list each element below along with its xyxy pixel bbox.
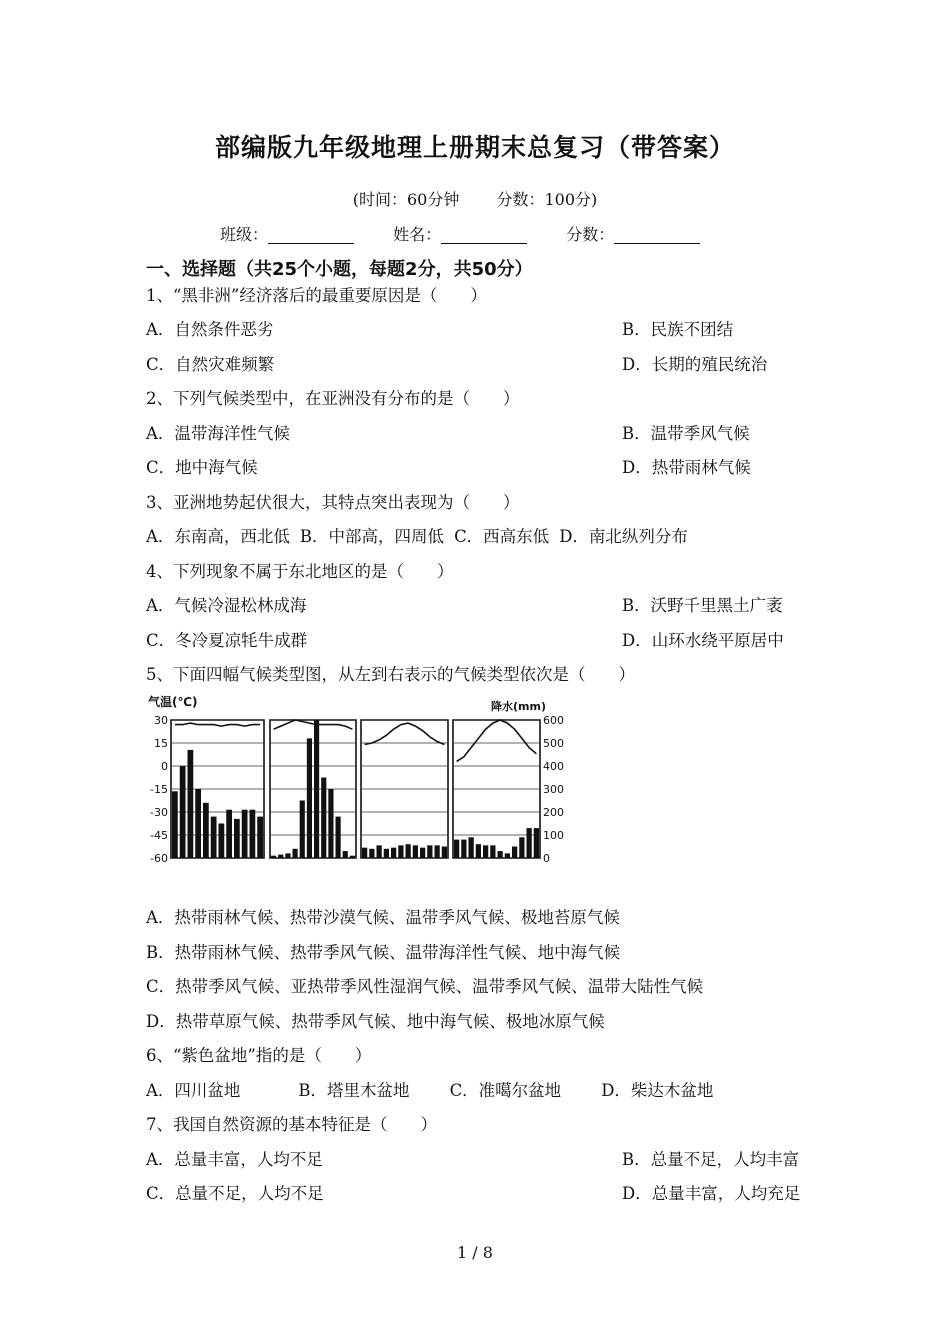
precipitation-bar xyxy=(234,819,240,858)
precipitation-tick-label: 0 xyxy=(543,852,550,865)
precipitation-bar xyxy=(271,856,276,858)
question-4-row1 xyxy=(146,592,783,616)
precipitation-bar xyxy=(420,848,425,858)
q4-option-a[interactable]: A．气候冷湿松林成海 xyxy=(146,596,307,615)
precipitation-bar xyxy=(369,849,374,858)
question-2-row2 xyxy=(146,454,751,478)
question-5-stem: 5、下面四幅气候类型图，从左到右表示的气候类型依次是（ ） xyxy=(146,665,635,684)
q5-option-a[interactable]: A．热带雨林气候、热带沙漠气候、温带季风气候、极地苔原气候 xyxy=(146,908,620,927)
precipitation-bar xyxy=(350,856,355,858)
climate-charts xyxy=(146,690,564,870)
q2-option-b[interactable]: B．温带季风气候 xyxy=(622,424,750,443)
precipitation-bar xyxy=(211,817,217,858)
q7-option-c[interactable]: C．总量不足，人均不足 xyxy=(146,1184,324,1203)
q4-option-c[interactable]: C．冬冷夏凉牦牛成群 xyxy=(146,631,308,650)
precipitation-bar xyxy=(391,848,396,858)
precipitation-bar xyxy=(180,766,186,858)
student-fields xyxy=(220,222,734,245)
q7-option-b[interactable]: B．总量不足，人均丰富 xyxy=(622,1150,800,1169)
total-score: 分数：100分) xyxy=(496,190,598,209)
precipitation-bar xyxy=(435,845,440,858)
name-blank[interactable] xyxy=(441,227,527,244)
temperature-tick-label: 15 xyxy=(154,737,168,750)
precipitation-bar xyxy=(483,845,488,858)
precipitation-bar xyxy=(226,810,232,858)
page-number: 1 / 8 xyxy=(457,1243,493,1262)
score-field[interactable] xyxy=(566,222,700,245)
name-label: 姓名： xyxy=(393,225,442,244)
temperature-axis-label: 气温(℃) xyxy=(148,695,198,709)
precipitation-bar xyxy=(203,803,209,858)
q7-option-a[interactable]: A．总量丰富，人均不足 xyxy=(146,1150,323,1169)
class-label: 班级： xyxy=(220,225,269,244)
question-3-row xyxy=(146,523,688,547)
question-7-row1 xyxy=(146,1146,800,1170)
score-blank[interactable] xyxy=(614,227,700,244)
precipitation-bar xyxy=(314,720,319,858)
precipitation-tick-label: 600 xyxy=(543,714,564,727)
class-blank[interactable] xyxy=(268,227,354,244)
precipitation-bar xyxy=(384,849,389,858)
precipitation-bar xyxy=(321,778,326,859)
q3-option-a[interactable]: A．东南高，西北低 xyxy=(146,527,290,546)
q5-option-b[interactable]: B．热带雨林气候、热带季风气候、温带海洋性气候、地中海气候 xyxy=(146,943,621,962)
time-limit: (时间：60分钟 xyxy=(352,190,460,209)
question-4-row2 xyxy=(146,627,784,651)
q6-option-c[interactable]: C．准噶尔盆地 xyxy=(449,1081,562,1100)
precipitation-bar xyxy=(442,847,447,859)
q6-option-d[interactable]: D．柴达木盆地 xyxy=(601,1081,714,1100)
q5-option-d[interactable]: D．热带草原气候、热带季风气候、地中海气候、极地冰原气候 xyxy=(146,1012,605,1031)
precipitation-bar xyxy=(343,851,348,858)
class-field[interactable] xyxy=(220,222,354,245)
question-2-row1 xyxy=(146,420,750,444)
temperature-tick-label: -45 xyxy=(150,829,168,842)
temperature-tick-label: -15 xyxy=(150,783,168,796)
q3-option-d[interactable]: D．南北纵列分布 xyxy=(559,527,688,546)
question-4-stem: 4、下列现象不属于东北地区的是（ ） xyxy=(146,562,454,581)
precipitation-bar xyxy=(293,849,298,858)
score-label: 分数： xyxy=(566,225,615,244)
question-1-stem: 1、“黑非洲”经济落后的最重要原因是（ ） xyxy=(146,286,487,305)
question-1-row2 xyxy=(146,351,768,375)
question-7-stem: 7、我国自然资源的基本特征是（ ） xyxy=(146,1115,437,1134)
q1-option-b[interactable]: B．民族不团结 xyxy=(622,320,734,339)
precipitation-bar xyxy=(476,844,481,858)
q2-option-c[interactable]: C．地中海气候 xyxy=(146,458,258,477)
precipitation-bar xyxy=(469,837,474,858)
temperature-tick-label: -30 xyxy=(150,806,168,819)
q5-option-c[interactable]: C．热带季风气候、亚热带季风性湿润气候、温带季风气候、温带大陆性气候 xyxy=(146,977,704,996)
q3-option-c[interactable]: C．西高东低 xyxy=(454,527,550,546)
precipitation-tick-label: 100 xyxy=(543,829,564,842)
q3-option-b[interactable]: B．中部高，四周低 xyxy=(299,527,445,546)
precipitation-bar xyxy=(427,845,432,858)
temperature-tick-label: 30 xyxy=(154,714,168,727)
question-6-row xyxy=(146,1077,713,1101)
precipitation-tick-label: 500 xyxy=(543,737,564,750)
temperature-tick-label: 0 xyxy=(161,760,168,773)
precipitation-bar xyxy=(172,791,178,858)
precipitation-bar xyxy=(519,837,524,858)
precipitation-bar xyxy=(195,789,201,858)
precipitation-bar xyxy=(398,845,403,858)
precipitation-bar xyxy=(219,824,225,859)
page-title: 部编版九年级地理上册期末总复习（带答案） xyxy=(214,133,735,162)
precipitation-bar xyxy=(505,853,510,858)
precipitation-tick-label: 400 xyxy=(543,760,564,773)
name-field[interactable] xyxy=(393,222,527,245)
q2-option-d[interactable]: D．热带雨林气候 xyxy=(622,458,751,477)
precipitation-bar xyxy=(512,847,517,859)
precipitation-bar xyxy=(250,810,256,858)
precipitation-bar xyxy=(242,810,248,858)
question-1-row1 xyxy=(146,316,734,340)
question-7-row2 xyxy=(146,1180,801,1204)
q1-option-c[interactable]: C．自然灾难频繁 xyxy=(146,355,275,374)
precipitation-bar xyxy=(362,848,367,858)
precipitation-bar xyxy=(406,844,411,858)
precipitation-bar xyxy=(307,738,312,858)
precipitation-axis-label: 降水(mm) xyxy=(491,700,546,713)
precipitation-bar xyxy=(527,828,532,858)
q1-option-a[interactable]: A．自然条件恶劣 xyxy=(146,320,274,339)
precipitation-bar xyxy=(328,789,333,858)
precipitation-bar xyxy=(278,855,283,858)
precipitation-tick-label: 200 xyxy=(543,806,564,819)
precipitation-bar xyxy=(498,851,503,858)
q6-option-a[interactable]: A．四川盆地 xyxy=(146,1081,241,1100)
q2-option-a[interactable]: A．温带海洋性气候 xyxy=(146,424,290,443)
q1-option-d[interactable]: D．长期的殖民统治 xyxy=(622,355,768,374)
section-heading: 一、选择题（共25个小题，每题2分，共50分） xyxy=(146,259,533,280)
temperature-tick-label: -60 xyxy=(150,852,168,865)
q4-option-d[interactable]: D．山环水绕平原居中 xyxy=(622,631,784,650)
precipitation-bar xyxy=(336,817,341,858)
q6-option-b[interactable]: B．塔里木盆地 xyxy=(298,1081,410,1100)
q7-option-d[interactable]: D．总量丰富，人均充足 xyxy=(622,1184,801,1203)
precipitation-bar xyxy=(377,845,382,858)
question-2-stem: 2、下列气候类型中，在亚洲没有分布的是（ ） xyxy=(146,389,520,408)
precipitation-bar xyxy=(454,840,459,858)
precipitation-tick-label: 300 xyxy=(543,783,564,796)
precipitation-bar xyxy=(490,845,495,858)
precipitation-bar xyxy=(534,828,539,858)
precipitation-bar xyxy=(300,801,305,859)
question-3-stem: 3、亚洲地势起伏很大，其特点突出表现为（ ） xyxy=(146,493,520,512)
question-6-stem: 6、“紫色盆地”指的是（ ） xyxy=(146,1046,372,1065)
precipitation-bar xyxy=(188,750,194,858)
precipitation-bar xyxy=(461,840,466,858)
exam-info xyxy=(0,187,950,210)
precipitation-bar xyxy=(285,853,290,858)
precipitation-bar xyxy=(413,845,418,858)
precipitation-bar xyxy=(257,817,263,858)
q4-option-b[interactable]: B．沃野千里黑土广袤 xyxy=(622,596,783,615)
